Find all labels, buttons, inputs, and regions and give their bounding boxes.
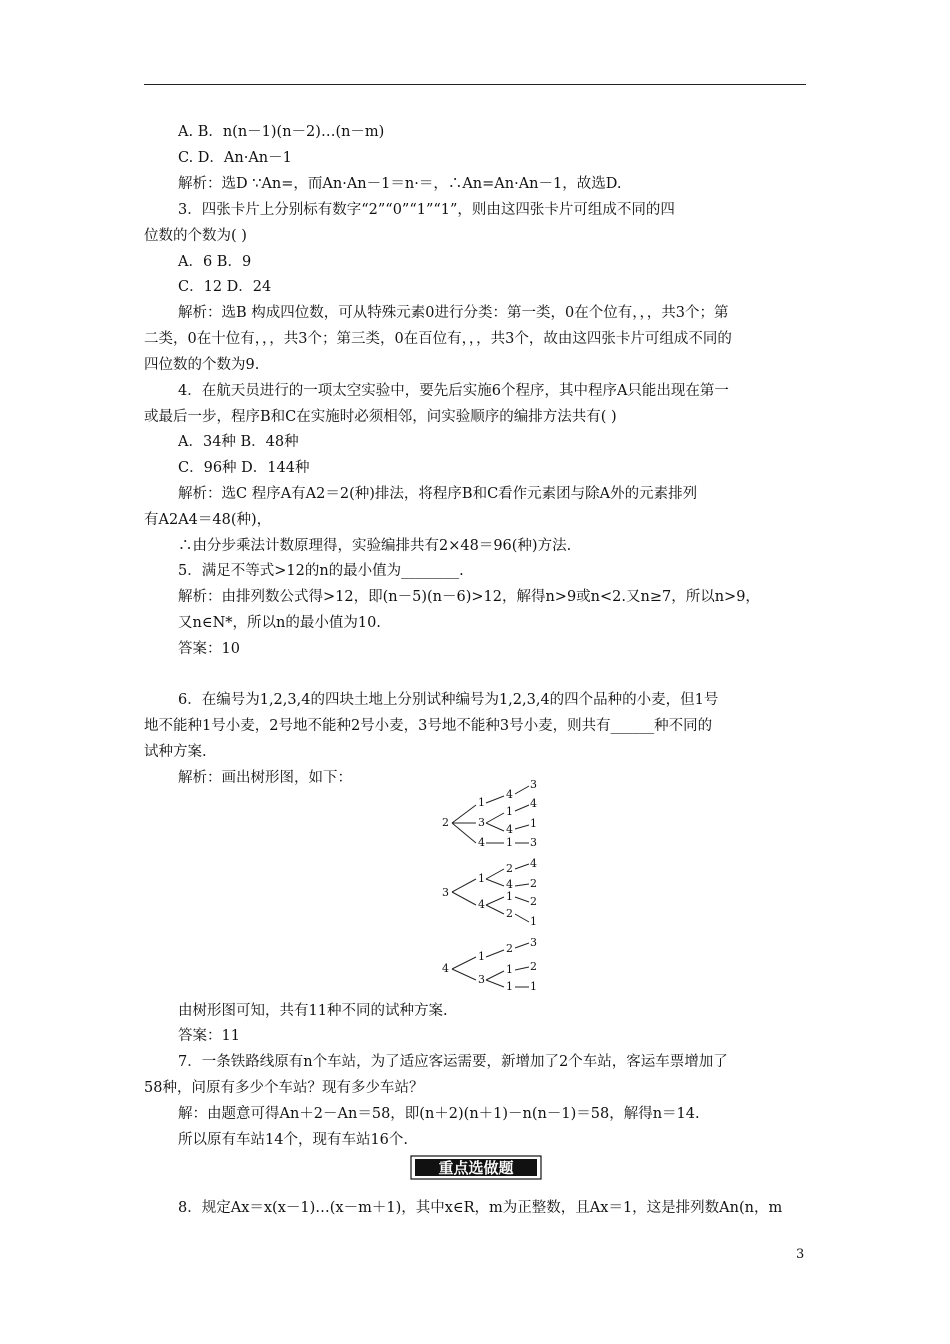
q8-question-line1: 8．规定Ax＝x(x－1)…(x－m＋1)，其中x∈R，m为正整数，且Ax＝1，这是排列数An(n，m xyxy=(178,1200,783,1216)
tree-node: 2 xyxy=(506,907,513,920)
page-number: 3 xyxy=(796,1247,805,1262)
tree-root-node: 4 xyxy=(442,962,449,975)
tree-leaf: 1 xyxy=(530,915,537,928)
tree-node: 2 xyxy=(506,942,513,955)
tree-node: 3 xyxy=(478,816,485,829)
q5-question: 5．满足不等式>12的n的最小值为________. xyxy=(178,563,464,579)
tree-branch-2 xyxy=(442,778,537,849)
q7-solution-line2: 所以原有车站14个，现有车站16个. xyxy=(178,1132,409,1148)
tree-node: 1 xyxy=(506,805,513,818)
q6-solution-intro: 解析：画出树形图，如下： xyxy=(178,770,352,786)
tree-node: 1 xyxy=(478,950,485,963)
q6-solution-conclusion: 由树形图可知，共有11种不同的试种方案. xyxy=(178,1003,448,1019)
q4-option-ab: A．34种 B．48种 xyxy=(178,434,299,450)
q3-solution-line1: 解析：选B 构成四位数，可从特殊元素0进行分类：第一类，0在个位有，，，共3个；第 xyxy=(178,305,729,321)
section-badge xyxy=(410,1153,542,1181)
tree-node: 1 xyxy=(506,890,513,903)
q5-answer: 答案：10 xyxy=(178,641,240,657)
tree-leaf: 3 xyxy=(530,936,537,949)
q3-question-line1: 3．四张卡片上分别标有数字“2”“0”“1”“1”，则由这四张卡片可组成不同的四 xyxy=(178,202,675,218)
q3-option-ab: A．6 B．9 xyxy=(178,254,252,270)
q4-solution-line3: ∴由分步乘法计数原理得，实验编排共有2×48＝96(种)方法. xyxy=(178,538,572,554)
q7-question-line1: 7．一条铁路线原有n个车站，为了适应客运需要，新增加了2个车站，客运车票增加了 xyxy=(178,1054,728,1070)
tree-diagram xyxy=(430,774,550,996)
q4-option-cd: C．96种 D．144种 xyxy=(178,460,310,476)
q4-question-line1: 4．在航天员进行的一项太空实验中，要先后实施6个程序，其中程序A只能出现在第一 xyxy=(178,383,729,399)
tree-node: 4 xyxy=(478,898,485,911)
tree-node: 4 xyxy=(506,878,513,891)
q6-question-line2: 地不能种1号小麦，2号地不能种2号小麦，3号地不能种3号小麦，则共有______种不同的 xyxy=(144,718,713,734)
tree-node: 2 xyxy=(506,862,513,875)
q6-question-line3: 试种方案. xyxy=(144,744,207,760)
q3-solution-line2: 二类，0在十位有，，，共3个；第三类，0在百位有，，，共3个，故由这四张卡片可组成不同的 xyxy=(144,331,732,347)
q4-solution-line1: 解析：选C 程序A有A2＝2(种)排法，将程序B和C看作元素团与除A外的元素排列 xyxy=(178,486,698,502)
tree-leaf: 2 xyxy=(530,877,537,890)
header-rule xyxy=(144,84,806,85)
q4-question-line2: 或最后一步，程序B和C在实施时必须相邻，问实验顺序的编排方法共有( ) xyxy=(144,409,617,425)
tree-leaf: 4 xyxy=(530,857,537,870)
q5-solution-line1: 解析：由排列数公式得>12，即(n－5)(n－6)>12，解得n>9或n<2.又n≥7，所以n>9， xyxy=(178,589,760,605)
tree-leaf: 2 xyxy=(530,960,537,973)
q2-option-ab: A. B．n(n－1)(n－2)…(n－m) xyxy=(178,124,385,140)
tree-node: 1 xyxy=(506,980,513,993)
tree-branch-3 xyxy=(442,857,537,928)
q7-question-line2: 58种，问原有多少个车站？现有多少车站？ xyxy=(144,1080,424,1096)
q3-question-line2: 位数的个数为( ) xyxy=(144,228,247,244)
tree-leaf: 1 xyxy=(530,817,537,830)
tree-node: 1 xyxy=(478,872,485,885)
tree-node: 4 xyxy=(506,823,513,836)
tree-node: 4 xyxy=(478,836,485,849)
tree-node: 1 xyxy=(506,963,513,976)
q6-answer: 答案：11 xyxy=(178,1028,240,1044)
q5-solution-line2: 又n∈N*，所以n的最小值为10. xyxy=(178,615,381,631)
q6-question-line1: 6．在编号为1,2,3,4的四块土地上分别试种编号为1,2,3,4的四个品种的小麦，但1号 xyxy=(178,692,719,708)
q3-option-cd: C．12 D．24 xyxy=(178,279,272,295)
section-badge-label: 重点选做题 xyxy=(438,1159,514,1177)
tree-leaf: 1 xyxy=(530,980,537,993)
tree-node: 1 xyxy=(506,836,513,849)
tree-node: 4 xyxy=(506,788,513,801)
tree-leaf: 3 xyxy=(530,836,537,849)
tree-leaf: 3 xyxy=(530,778,537,791)
q2-solution: 解析：选D ∵An=，而An·An－1＝n·＝，∴An=An·An－1，故选D. xyxy=(178,176,622,192)
q3-solution-line3: 四位数的个数为9. xyxy=(144,357,260,373)
tree-leaf: 2 xyxy=(530,895,537,908)
tree-leaf: 4 xyxy=(530,797,537,810)
q4-solution-line2: 有A2A4＝48(种)， xyxy=(144,512,272,528)
tree-root-node: 2 xyxy=(442,816,449,829)
tree-node: 3 xyxy=(478,973,485,986)
q7-solution-line1: 解：由题意可得An＋2－An＝58，即(n＋2)(n＋1)－n(n－1)＝58，解得n＝14. xyxy=(178,1106,700,1122)
tree-node: 1 xyxy=(478,796,485,809)
tree-root-node: 3 xyxy=(442,886,449,899)
tree-branch-4 xyxy=(442,936,537,993)
q2-option-cd: C. D．An·An－1 xyxy=(178,150,292,166)
